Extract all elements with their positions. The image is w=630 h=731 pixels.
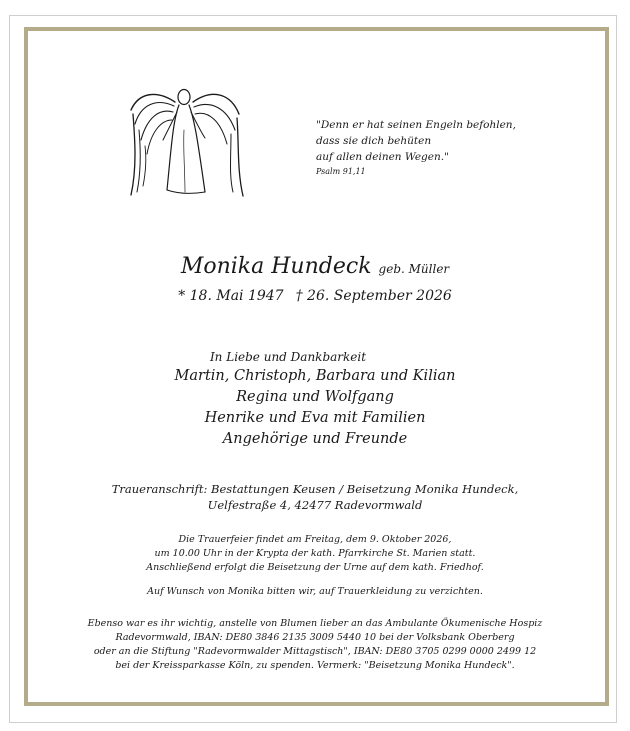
service-line: um 10.00 Uhr in der Krypta der kath. Pfarrkirche St. Marien statt. [154,548,476,559]
deceased-name: Monika Hundeck [180,254,372,279]
verse-line: dass sie dich behüten [316,135,432,147]
address-line: Uelfestraße 4, 42477 Radevormwald [207,498,423,512]
birth-date: * 18. Mai 1947 [178,288,284,304]
verse-source: Psalm 91,11 [316,167,366,176]
born-name: geb. Müller [378,262,450,276]
life-dates [0,288,630,304]
donation-line: bei der Kreissparkasse Köln, zu spenden. Vermerk: "Beisetzung Monika Hundeck". [115,660,515,671]
mourner-line: Henrike und Eva mit Familien [204,410,426,426]
donation-info [0,617,630,673]
donation-line: Ebenso war es ihr wichtig, anstelle von Blumen lieber an das Ambulante Ökumenische Hospiz [87,618,543,629]
donation-line: Radevormwald, IBAN: DE80 3846 2135 3009 5440 10 bei der Volksbank Oberberg [115,632,515,643]
bible-verse [316,117,546,179]
condolence-address [0,481,630,513]
mourner-line: Angehörige und Freunde [222,431,408,447]
service-line: Anschließend erfolgt die Beisetzung der Urne auf dem kath. Friedhof. [146,562,484,573]
mourners-intro: In Liebe und Dankbarkeit [209,350,367,364]
attire-request: Auf Wunsch von Monika bitten wir, auf Trauerkleidung zu verzichten. [147,586,483,597]
funeral-service-info [0,533,630,575]
deceased-name-line [0,254,630,279]
mourners-block [0,348,630,450]
address-line: Traueranschrift: Bestattungen Keusen / Beisetzung Monika Hundeck, [111,482,519,496]
verse-line: "Denn er hat seinen Engeln befohlen, [316,119,516,131]
service-line: Die Trauerfeier findet am Freitag, dem 9. Oktober 2026, [178,534,452,545]
donation-line: oder an die Stiftung "Radevormwalder Mittagstisch", IBAN: DE80 3705 0299 0000 2499 12 [93,646,537,657]
mourner-line: Martin, Christoph, Barbara und Kilian [174,368,456,384]
death-date: † 26. September 2026 [295,288,452,304]
verse-line: auf allen deinen Wegen." [316,151,449,163]
mourner-line: Regina und Wolfgang [236,389,394,405]
angel-icon [127,80,247,205]
